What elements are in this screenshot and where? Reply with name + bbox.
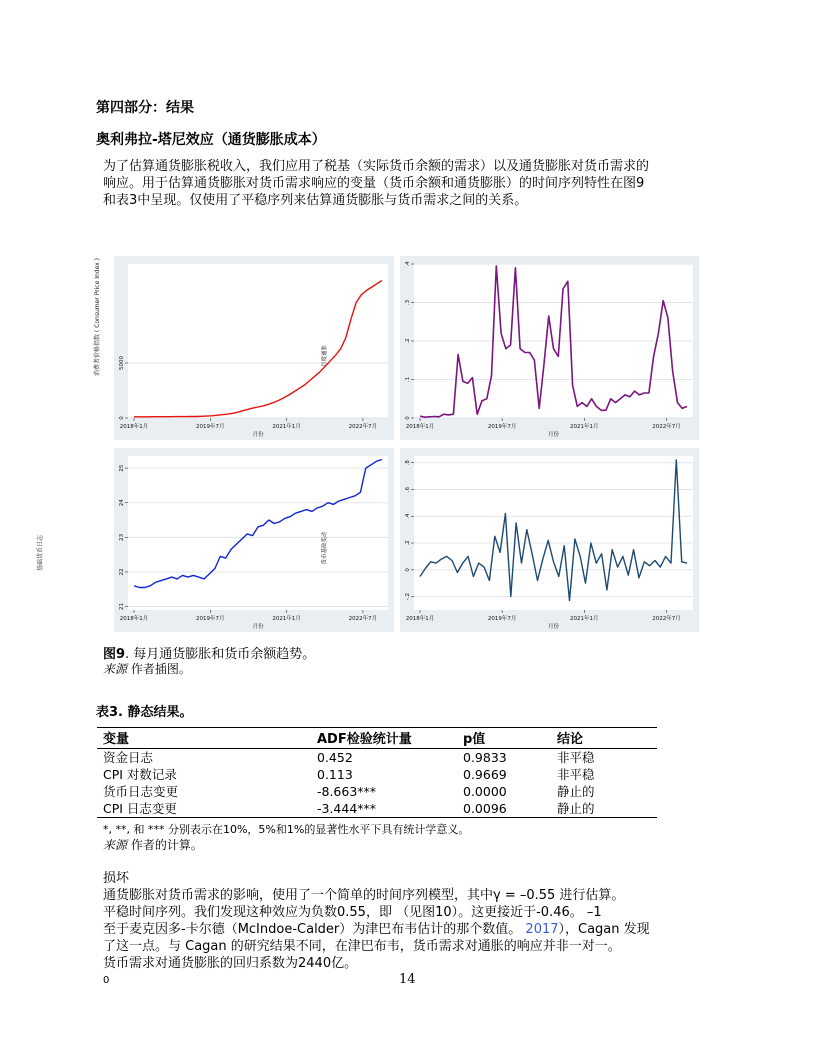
y-tick-label: 23	[119, 533, 125, 541]
damage-paragraph	[103, 870, 743, 972]
x-tick-label: 2022年7月	[652, 424, 681, 430]
figure-source-text: 作者插图。	[130, 662, 191, 676]
intro-line: 为了估算通货膨胀税收入，我们应用了税基（实际货币余额的需求）以及通货膨胀对货币需求的	[103, 159, 650, 174]
x-axis-label: 月份	[547, 432, 560, 438]
damage-line: 了这一点。与 Cagan 的研究结果不同，在津巴布韦，货币需求对通胀的响应并非一对一。	[103, 939, 621, 954]
x-tick-label: 2021年1月	[570, 424, 599, 430]
table-cell: 0.0096	[457, 800, 551, 818]
table-cell: 非平稳	[557, 750, 595, 765]
table-header: ADF检验统计量	[311, 728, 457, 749]
y-tick-label: 25	[119, 464, 125, 472]
damage-title: 损坏	[103, 871, 130, 886]
x-axis-label: 月份	[252, 624, 264, 630]
y-tick-label: 22	[119, 568, 125, 576]
chart-panel-cpi	[114, 256, 394, 440]
y-tick-label: .6	[405, 486, 411, 493]
figure-source-label: 来源	[103, 662, 128, 676]
y-tick-label: .2	[405, 540, 411, 546]
chart-money-base-log	[114, 448, 394, 632]
x-tick-label: 2019年7月	[196, 424, 225, 430]
plot-area	[128, 456, 388, 610]
chart-panel-inflation	[400, 256, 699, 440]
x-tick-label: 2021年1月	[272, 616, 301, 622]
table-cell: -3.444***	[311, 800, 457, 818]
table-cell: CPI 对数记录	[103, 767, 177, 782]
y-tick-label: .1	[405, 376, 411, 383]
table-note: *, **, 和 *** 分别表示在10%，5%和1%的显著性水平下具有统计学意义。	[103, 823, 470, 836]
section-title: 第四部分：结果	[96, 100, 194, 116]
figure-caption-text: . 每月通货膨胀和货币余额趋势。	[125, 647, 316, 662]
stationarity-table	[97, 727, 657, 818]
table-row	[97, 749, 657, 767]
y-tick-label: 21	[119, 603, 125, 611]
x-tick-label: 2022年7月	[348, 616, 378, 622]
plot-area	[128, 264, 388, 418]
x-tick-label: 2018年1月	[119, 616, 149, 622]
table-cell: 0.0000	[463, 784, 507, 799]
plot-area	[414, 456, 693, 610]
table-cell: 0.113	[317, 767, 353, 782]
table-row	[97, 783, 657, 800]
x-tick-label: 2021年1月	[570, 616, 599, 622]
table-header: 变量	[97, 728, 311, 749]
footer-mark: 0	[103, 975, 110, 986]
y-tick-label: .4	[405, 513, 411, 519]
table-cell: 非平稳	[557, 767, 595, 782]
y-tick-label: 0	[405, 416, 411, 420]
y-tick-label: -.2	[405, 592, 411, 601]
damage-line	[103, 921, 743, 938]
x-tick-label: 2022年7月	[348, 424, 378, 430]
intro-paragraph	[103, 158, 743, 209]
table-cell: CPI 日志变更	[97, 800, 311, 818]
y-tick-label: .8	[405, 460, 411, 466]
table-row	[97, 800, 657, 818]
table-cell: -8.663***	[317, 784, 377, 799]
intro-line: 响应。用于估算通货膨胀对货币需求响应的变量（货币余额和通货膨胀）的时间序列特性在图9	[103, 176, 645, 191]
table-row	[97, 766, 657, 783]
y-tick-label: .2	[405, 338, 411, 344]
figure-source	[103, 660, 191, 677]
x-tick-label: 2022年7月	[652, 616, 681, 622]
y-tick-label: 24	[119, 499, 125, 507]
table-cell: 货币日志变更	[103, 784, 179, 799]
table-source-text: 作者的计算。	[130, 838, 203, 852]
citation-link[interactable]: 2017	[525, 922, 559, 937]
chart-panel-money	[114, 448, 394, 632]
cpi-axis-label	[87, 228, 105, 378]
damage-line-text: ），Cagan 发现	[558, 922, 650, 937]
chart-annotation: 月度通胀	[322, 344, 328, 368]
table-cell: 0.9833	[463, 750, 507, 765]
y-tick-label: .3	[405, 299, 411, 306]
table-header-row	[97, 728, 657, 749]
table-cell: 0.9669	[463, 767, 507, 782]
intro-line: 和表3中呈现。仅使用了平稳序列来估算通货膨胀与货币需求之间的关系。	[103, 193, 528, 208]
table-header: 结论	[551, 728, 657, 749]
damage-line: 通货膨胀对货币需求的影响，使用了一个简单的时间序列模型，其中γ = –0.55 进行估算。	[103, 888, 625, 903]
chart-monthly-inflation	[400, 256, 699, 440]
chart-money-change	[400, 448, 699, 632]
x-tick-label: 2019年7月	[487, 616, 517, 622]
x-tick-label: 2021年1月	[272, 424, 301, 430]
damage-line: 平稳时间序列。我们发现这种效应为负数0.55，即 （见图10）。这更接近于-0.46。 –1	[103, 905, 602, 920]
y-tick-label: .4	[405, 261, 411, 267]
table-cell: 0.452	[317, 750, 353, 765]
money-axis-label-text: 基础货币日志	[37, 534, 44, 571]
x-tick-label: 2018年1月	[119, 424, 149, 430]
table-header: p值	[457, 728, 551, 749]
y-tick-label: 5000	[119, 356, 125, 370]
table-cell: 资金日志	[103, 750, 154, 765]
table-cell: 静止的	[551, 800, 657, 818]
y-tick-label: 0	[119, 416, 125, 420]
damage-line: 货币需求对通货膨胀的回归系数为2440亿。	[103, 956, 358, 971]
chart-cpi-level	[114, 256, 394, 440]
money-axis-label	[30, 515, 48, 575]
chart-panel-money-change	[400, 448, 699, 632]
table-title: 表3. 静态结果。	[96, 705, 193, 720]
damage-line-text: 至于麦克因多-卡尔德（McIndoe-Calder）为津巴布韦估计的那个数值。	[103, 922, 522, 937]
x-tick-label: 2019年7月	[196, 616, 225, 622]
chart-annotation: 货币基础变动	[322, 531, 328, 565]
x-tick-label: 2019年7月	[487, 424, 517, 430]
table-cell: 静止的	[557, 784, 595, 799]
table-source-label: 来源	[103, 838, 128, 852]
x-axis-label: 月份	[252, 432, 264, 438]
page-number: 14	[399, 972, 416, 987]
subsection-title: 奥利弗拉-塔尼效应（通货膨胀成本）	[96, 132, 326, 148]
figure-label: 图9	[103, 647, 126, 662]
x-tick-label: 2018年1月	[405, 616, 435, 622]
x-tick-label: 2018年1月	[405, 424, 435, 430]
y-tick-label: 0	[405, 568, 411, 572]
x-axis-label: 月份	[547, 624, 560, 630]
table-source	[103, 836, 203, 853]
cpi-axis-label-text: 消费者价格指数 ( Consumer Price Index )	[94, 258, 101, 376]
